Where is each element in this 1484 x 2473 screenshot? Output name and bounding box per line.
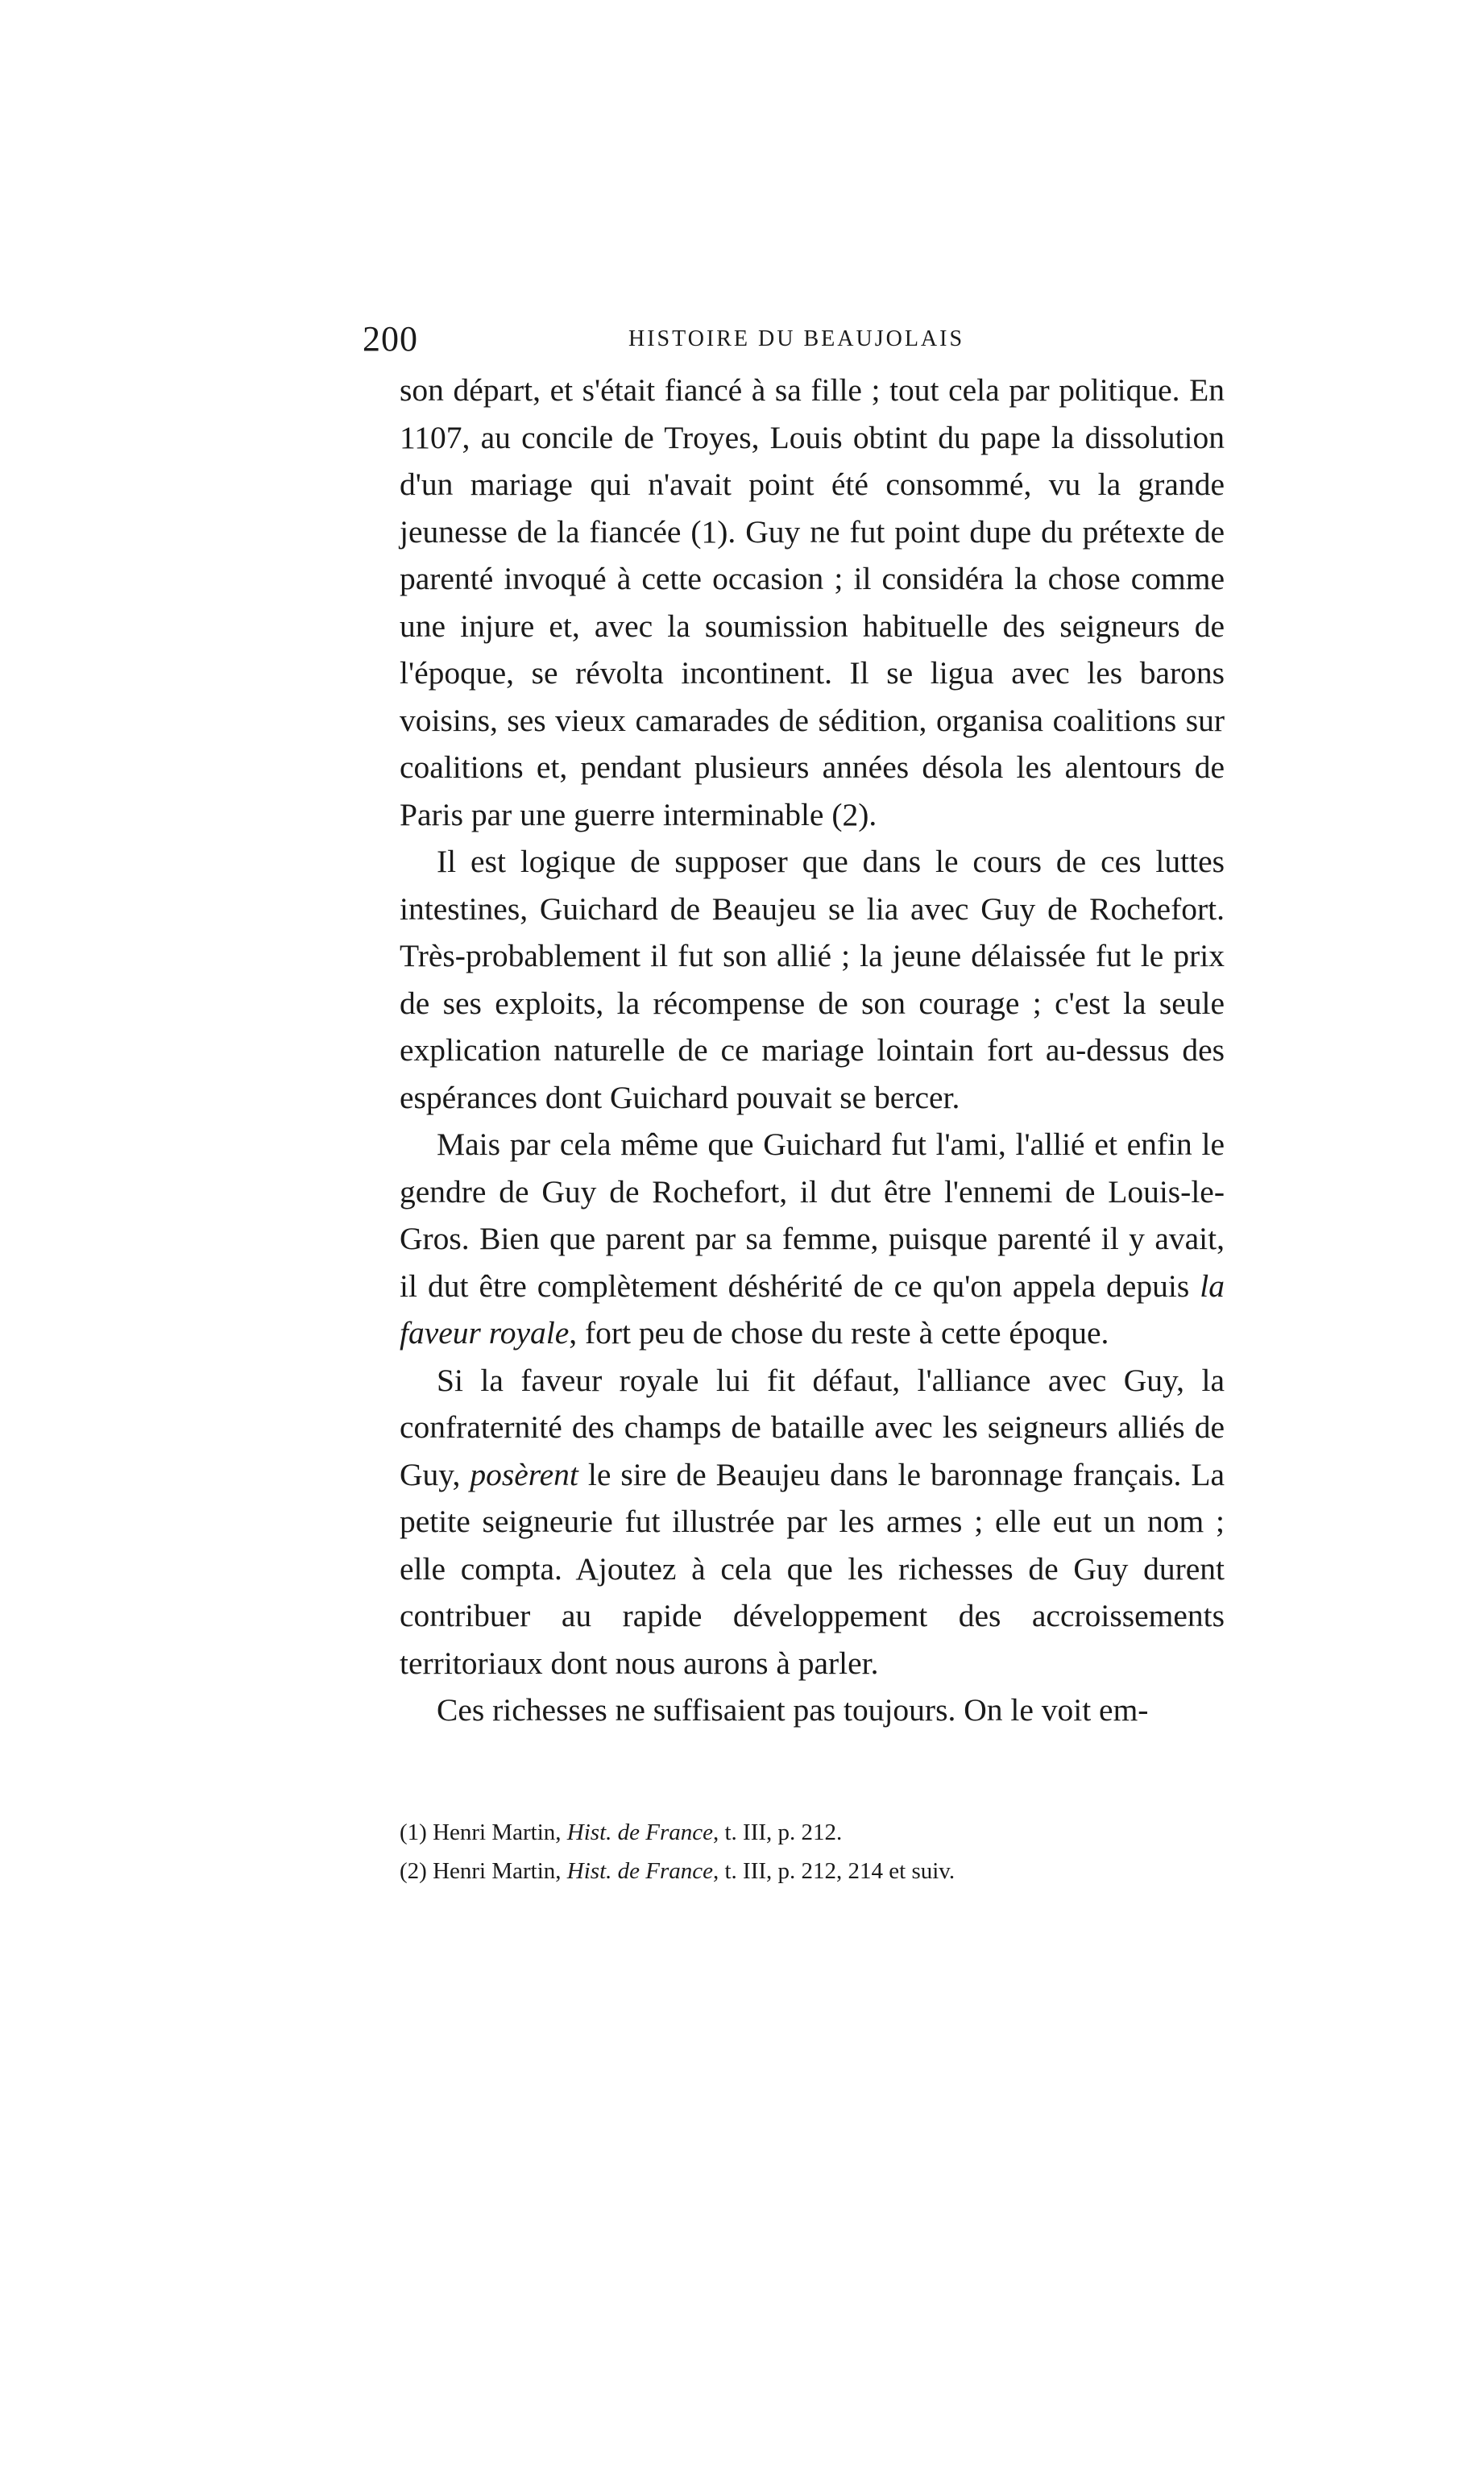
text-segment: son départ, et s'était fiancé à sa fille ; tout cela par politique. En 1107, au concile de Troyes, Louis obtint du pape la dissolution d'un mariage qui n'avait point été consommé, vu la grande jeunesse de la fiancée (1). Guy ne fut point dupe du prétexte de parenté invoqué à cette occasion ; il considéra la chose comme une injure et, avec la soumission habituelle des seigneurs de l'époque, se révolta incontinent. Il se ligua avec les barons voisins, ses vieux camarades de sédition, organisa coalitions sur coalitions et, pendant plusieurs années désola les alentours de Paris par une guerre interminable (2). xyxy=(400,372,1225,832)
paragraph xyxy=(400,367,1225,838)
italic-text: la faveur royale xyxy=(400,1268,1225,1351)
running-title: HISTOIRE DU BEAUJOLAIS xyxy=(628,326,965,351)
paragraph xyxy=(400,1687,1225,1734)
italic-text: Hist. de France xyxy=(566,1858,713,1884)
paragraph xyxy=(400,1357,1225,1687)
page-number: 200 xyxy=(363,319,418,359)
footnote xyxy=(400,1852,1225,1890)
text-segment: , t. III, p. 212. xyxy=(713,1819,843,1845)
text-segment: Il est logique de supposer que dans le cours de ces luttes intestines, Guichard de Beaujeu se lia avec Guy de Rochefort. Très-probablement il fut son allié ; la jeune délaissée fut le prix de ses exploits, la récompense de son courage ; c'est la seule explication naturelle de ce mariage lointain fort au-dessus des espérances dont Guichard pouvait se bercer. xyxy=(400,844,1225,1115)
text-segment: Si la faveur royale lui fit défaut, l'alliance avec Guy, la confraternité des champs de bataille avec les seigneurs alliés de Guy, xyxy=(400,1362,1225,1492)
footnotes xyxy=(400,1813,1225,1890)
body-text xyxy=(400,367,1225,1734)
text-segment: (2) Henri Martin, xyxy=(400,1858,567,1884)
text-segment: , fort peu de chose du reste à cette époque. xyxy=(569,1315,1109,1351)
footnote xyxy=(400,1813,1225,1852)
text-segment: Mais par cela même que Guichard fut l'ami, l'allié et enfin le gendre de Guy de Rochefort, il dut être l'ennemi de Louis-le-Gros. Bien que parent par sa femme, puisque parenté il y avait, il dut être complètement déshérité de ce qu'on appela depuis xyxy=(400,1127,1225,1304)
italic-text: Hist. de France xyxy=(566,1819,713,1845)
paragraph xyxy=(400,1121,1225,1357)
text-segment: (1) Henri Martin, xyxy=(400,1819,567,1845)
text-segment: , t. III, p. 212, 214 et suiv. xyxy=(713,1858,955,1884)
text-segment: Ces richesses ne suffisaient pas toujours. On le voit em- xyxy=(437,1692,1149,1728)
page-header xyxy=(363,318,1225,367)
text-segment: le sire de Beaujeu dans le baronnage français. La petite seigneurie fut illustrée par les armes ; elle eut un nom ; elle compta. Ajoutez à cela que les richesses de Guy durent contribuer au rapide développement des accroissements territoriaux dont nous aurons à parler. xyxy=(400,1456,1225,1681)
italic-text: posèrent xyxy=(470,1456,578,1492)
paragraph xyxy=(400,838,1225,1121)
